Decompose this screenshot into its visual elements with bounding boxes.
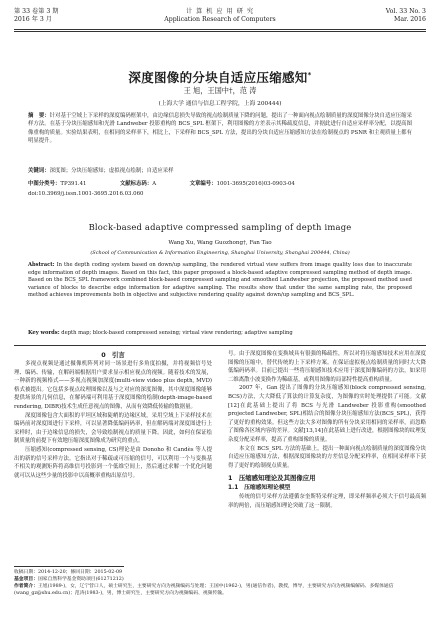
journal-volume: Vol. 33 No. 3 Mar. 2016 (385, 8, 426, 23)
affiliation-cn: (上海大学 通信与信息工程学院，上海 200444) (158, 101, 282, 107)
footnote-bio: 作者简介：王旭(1989-)，女，辽宁营口人，硕士研究生，主要研究方向为视频编码与处理；王国中(1962-)，男(通信作者)，教授，博导，主要研究方向为视频编解码、多媒体通信(wang_gz@shu.edu.cn)；范涛(1983-)，男，博士研究生，主要研究方向为视频编码、视频传输。 (14, 583, 394, 596)
keywords-cn: 关键词：深度图；分块压缩感知；虚拟视点绘制；自适应采样 (28, 168, 174, 174)
footnote-fund: 基金项目：国家自然科学基金资助项目(61271212) (14, 576, 124, 582)
journal-issue: 第 33 卷第 3 期 2016 年 3 月 (14, 8, 59, 23)
authors-en: Wang Xu, Wang Guozhong†, Fan Tao (168, 240, 272, 246)
body-paragraph: 深度图像包含大面积的平坦区域和陡峭的边缘区域，采用空域上下采样技术在编码前对深度图进行下采样，可以显著降低编码码率，但在解码端对深度图进行上采样时，由于边缘信息的损失，会导致绘制视点的质量下降。因此，如何在保证绘制质量的前提下有效地压缩深度图像成为研究的重点。 (14, 412, 212, 445)
abstract-cn: 摘 要：针对基于空域上下采样的深度编码框架中，由边缘信息损失导致的视点绘制质量下降的问题，提出了一种面向视点绘制质量的深度图像分块自适应压缩采样方法。在基于分块压缩感知和光滑 Landweber 投影重构的 BCS_SPL 框架下，利用图像的方差表示其稀疏度信息，并据此进行自适应采样率分配，以提高图像重构的质量。实验结果表明，在相同的采样率下，相比上，下采样和 BCS_SPL 方法，提出的分块自适应压缩感知方法在绘制视点的 PSNR 和主观质量上都有明显提升。 (28, 113, 412, 144)
paper-title-cn: 深度图像的分块自适应压缩感知* (128, 70, 312, 85)
body-paragraph: 多视点视频是通过摄像机阵列对同一场景进行多角度拍摄，并将视频信号处理、编码、传输，在解码端根据用户要求显示相应视点的视频。随着技术的发展，一种新的视频格式——多视点视频加深度(multi-view video plus depth, MVD)格式被提出。它包括多视点纹理图像以及与之对应的深度图像，其中深度图像能够提供场景的几何信息，在解码端可利用基于深度图像的绘制(depth-image-based rendering, DIBR)技术生成任意视点的图像，从而有效降低传输的数据量。 (14, 361, 212, 410)
abstract-divider (14, 345, 426, 346)
footnote-rule (14, 566, 124, 567)
journal-name: 计 算 机 应 用 研 究 Application Research of Computers (164, 8, 276, 23)
body-paragraph: 传统的信号采样方法遵循奈奎斯特采样定理，即采样频率必须大于信号最高频率的两倍，而压缩感知理论突破了这一限制。 (228, 494, 426, 509)
section-heading-intro: 0 引言 (101, 351, 125, 359)
section-heading-cs: 1 压缩感知理论及其图像应用 (228, 474, 316, 483)
header-rule (14, 29, 426, 30)
header-rule-thin (14, 31, 426, 32)
authors-cn: 王 旭，王国中†，范 涛 (183, 86, 257, 95)
doi-line: doi:10.3969/j.issn.1001-3695.2016.03.060 (28, 191, 144, 197)
running-header (14, 8, 426, 28)
body-paragraph: 本文在 BCS_SPL 方法的基础上，提出一种面向视点绘制质量的深度图像分块自适应压缩感知方法，根据深度图像块的方差信息分配采样率，在相同采样率下获得了更好的绘制视点质量。 (228, 445, 426, 469)
subsection-heading: 1.1 压缩感知理论模型 (228, 485, 291, 492)
abstract-en: Abstract: In the depth coding system based on down/up sampling, the rendered virtual view suffers from image quality loss due to inaccurate edge information of depth images. Based on this fact, this paper proposed a block-based adaptive compressed sampling method of depth image. Based on the BCS_SPL framework combined block-based compressed sampling and smoothed Landweber projection, the proposed method used variance of blocks to describe edge information for adaptive sampling. The results show that under the same sampling rate, the proposed method achieves improvements both in objective and subjective rendering quality against down/up sampling and BCS_SPL. (28, 262, 412, 299)
classification-line: 中图分类号：TP391.41 文献标志码：A 文章编号：1001-3695(2016)03-0903-04 (28, 181, 295, 187)
paper-title-en: Block-based adaptive compressed sampling of depth image (88, 222, 352, 232)
footnote (14, 569, 426, 597)
affiliation-en: (School of Communication & Information Engineering, Shanghai University, Shanghai 200444, China) (90, 250, 350, 256)
body-paragraph: 压缩感知(compressed sensing, CS)理论是由 Donoho 和 Candès 等人提出的新的信号采样方法。它指出对于稀疏或可压缩的信号，可以利用一个与变换基不相关的观测矩阵将高维信号投影到一个低维空间上，然后通过求解一个优化问题就可以从这些少量的投影中以高概率重构出原信号。 (14, 446, 212, 479)
body-paragraph: 号。由于深度图像在变换域具有很强的稀疏性，所以对将压缩感知技术应用在深度图像的压缩中，替代传统的上下采样方案。在保证虚拟视点绘制质量的同时大大降低编码码率。目前已提出一些将压缩感知技术应用于深度图像编码的方法，如采用二维离散小波变换作为稀疏基，或利用图像的局部特性提高重构质量。 (228, 351, 426, 383)
body-paragraph: 2007 年，Gan 提出了图像的分块压缩感知(block compressed sensing, BCS)方法，大大降低了算法的计算复杂度，为图像的实时处理提供了可能。文献[12]在此基础上提出了将 BCS 与光滑 Landweber 投影重构(smoothed projected Landweber, SPL)相结合的图像分块压缩感知方法(BCS_SPL)，获得了更好的重构效果。但这些方法大多对图像的所有分块采用相同的采样率，而忽略了图像各区域内容的差异。文献[13,14]在此基础上进行改进，根据图像块的纹理复杂度分配采样率，提高了重构图像的质量。 (228, 385, 426, 443)
keywords-en: Key words: depth map; block-based compressed sensing; virtual view rendering; adaptive sampling (28, 330, 293, 336)
body-right-column (228, 350, 426, 511)
body-left-column (14, 350, 212, 480)
footnote-received: 收稿日期：2014-12-20；修回日期：2015-02-09 (14, 570, 123, 575)
